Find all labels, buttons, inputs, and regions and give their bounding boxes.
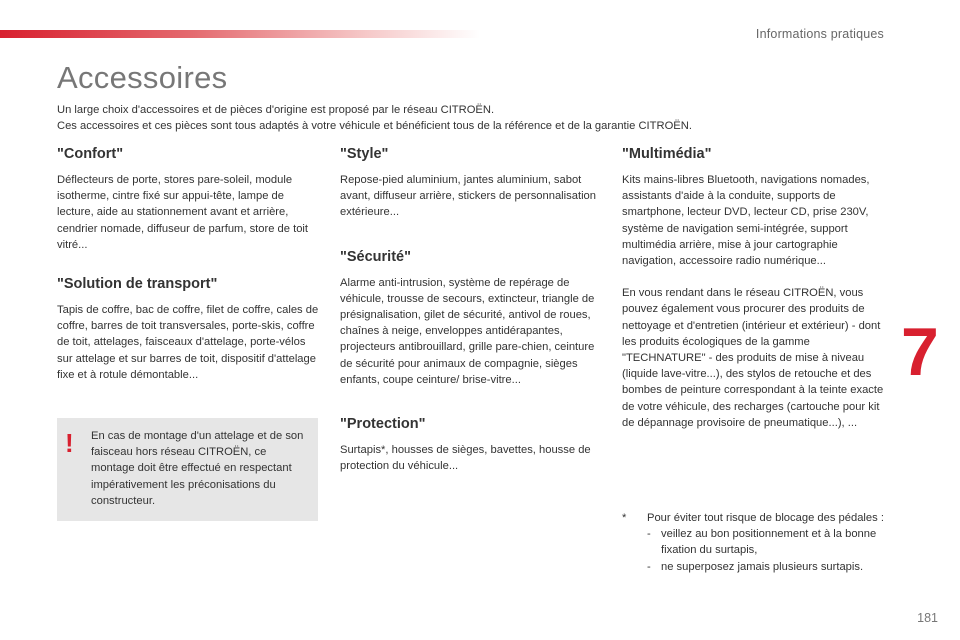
section-multimedia-text: Kits mains-libres Bluetooth, navigations nomades, assistants d'aide à la conduite, supports de smartphone, lecteur DVD, lecteur CD, prise 230V, système de navigation semi-intégrée, support multimédia arrière, mise à jour cartographie navigation, accessoire radio numérique... bbox=[622, 174, 870, 268]
intro-line-2: Ces accessoires et ces pièces sont tous adaptés à votre véhicule et bénéficient tous de la référence et de la garantie CITROËN. bbox=[57, 120, 692, 132]
footnote-item: - ne superposez jamais plusieurs surtapis. bbox=[647, 560, 864, 573]
section-transport-text: Tapis de coffre, bac de coffre, filet de coffre, cales de coffre, barres de toit transversales, porte-skis, coffre de toit, attelages, faisceaux d'attelage, porte-vélos sur attelage et sur barres de toit, dispositif d'attelage fixe et à rotule démontable... bbox=[57, 304, 319, 381]
chapter-number: 7 bbox=[901, 314, 939, 390]
section-securite-title: "Sécurité" bbox=[340, 248, 411, 265]
warning-text: En cas de montage d'un attelage et de son faisceau hors réseau CITROËN, ce montage doit être effectué en respectant impérativement les préconisations du constructeur. bbox=[91, 430, 304, 507]
footnote-item: - veillez au bon positionnement et à la bonne fixation du surtapis, bbox=[647, 528, 877, 557]
column-right bbox=[622, 146, 892, 431]
section-style-text: Repose-pied aluminium, jantes aluminium, sabot avant, diffuseur arrière, stickers de personnalisation extérieure... bbox=[340, 174, 596, 219]
warning-note bbox=[57, 418, 318, 521]
section-header: Informations pratiques bbox=[755, 27, 884, 41]
header-accent-bar bbox=[0, 30, 480, 38]
section-protection-title: "Protection" bbox=[340, 416, 426, 433]
section-transport-title: "Solution de transport" bbox=[57, 276, 218, 293]
section-style-title: "Style" bbox=[340, 146, 389, 162]
intro-line-1: Un large choix d'accessoires et de pièces d'origine est proposé par le réseau CITROËN. bbox=[57, 104, 495, 116]
section-securite-text: Alarme anti-intrusion, système de repérage de véhicule, trousse de secours, extincteur, triangle de présignalisation, gilet de sécurité, antivol de roues, chaînes à neige, enveloppes antidérapantes, projecteurs antibrouillard, grille pare-chien, ceinture de sécurité pour animaux de compagnie, sièges enfants, coupe ceinture/ brise-vitre... bbox=[340, 276, 595, 386]
page-title: Accessoires bbox=[57, 60, 228, 95]
section-multimedia-title: "Multimédia" bbox=[622, 146, 712, 162]
section-confort-title: "Confort" bbox=[57, 146, 124, 162]
footnote-text: Pour éviter tout risque de blocage des pédales : bbox=[647, 512, 884, 524]
intro-text bbox=[57, 102, 897, 134]
footnote bbox=[622, 510, 902, 575]
section-confort-text: Déflecteurs de porte, stores pare-soleil, module isotherme, cintre fixé sur appui-tête, lampe de lecture, aide au stationnement avant et arrière, cendrier nomade, diffuseur de parfum, store de toit vitré... bbox=[57, 174, 309, 251]
column-left bbox=[57, 146, 322, 383]
page-number: 181 bbox=[917, 611, 938, 625]
section-protection-text: Surtapis*, housses de sièges, bavettes, housse de protection du véhicule... bbox=[340, 444, 591, 473]
warning-icon: ! bbox=[65, 428, 74, 458]
footnote-star: * bbox=[622, 512, 627, 524]
footnote-list bbox=[622, 526, 902, 575]
section-multimedia-text2: En vous rendant dans le réseau CITROËN, vous pouvez également vous procurer des produits de nettoyage et d'entretien (intérieur et extérieur) - dont les produits écologiques de la gamme "TECHNATURE" - des produits de mise à niveau (liquide lave-vitre...), des stylos de retouche et des bombes de peinture correspondant à la teinte exacte de votre véhicule, des recharges (cartouche pour kit de dépannage provisoire de pneumatique...), ... bbox=[622, 287, 884, 429]
column-middle bbox=[340, 146, 605, 474]
